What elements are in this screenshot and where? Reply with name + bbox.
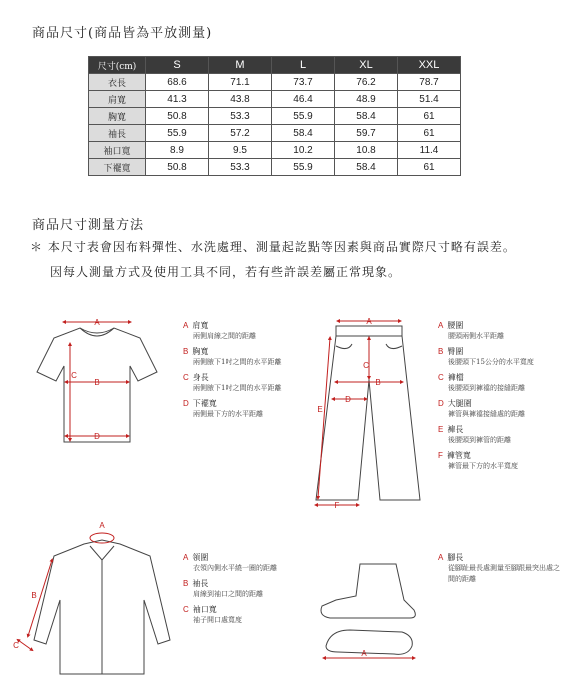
table-cell: 51.4 bbox=[398, 91, 461, 108]
table-cell: 48.9 bbox=[335, 91, 398, 108]
table-cell: 41.3 bbox=[146, 91, 209, 108]
table-cell: 9.5 bbox=[209, 142, 272, 159]
header-cell: XXL bbox=[398, 57, 461, 74]
table-cell: 11.4 bbox=[398, 142, 461, 159]
table-cell: 50.8 bbox=[146, 159, 209, 176]
size-title: 商品尺寸(商品皆為平放測量) bbox=[32, 26, 213, 41]
shirt-legend bbox=[183, 552, 313, 630]
table-row bbox=[89, 125, 461, 142]
header-cell: M bbox=[209, 57, 272, 74]
table-cell: 55.9 bbox=[272, 108, 335, 125]
legend-item: B 袖長 肩線到袖口之間的距離 bbox=[183, 579, 263, 598]
legend-item: C 身長 兩側腋下1吋之間的水平距離 bbox=[183, 373, 282, 392]
row-label: 肩寬 bbox=[89, 91, 146, 108]
row-label: 袖口寬 bbox=[89, 142, 146, 159]
legend-item: A 領圍 衣領內側水平繞一圈的距離 bbox=[183, 553, 277, 572]
shirt-label-c: C bbox=[13, 641, 19, 650]
table-cell: 53.3 bbox=[209, 108, 272, 125]
header-cell: 尺寸(cm) bbox=[89, 57, 146, 74]
row-label: 袖長 bbox=[89, 125, 146, 142]
header-cell: L bbox=[272, 57, 335, 74]
legend-item: A 腰圍 腰頭兩側水平距離 bbox=[438, 321, 504, 340]
pants-label-c: C bbox=[363, 361, 369, 370]
table-cell: 73.7 bbox=[272, 74, 335, 91]
legend-item: B 胸寬 兩側腋下1吋之間的水平距離 bbox=[183, 347, 282, 366]
table-cell: 71.1 bbox=[209, 74, 272, 91]
row-label: 下襬寬 bbox=[89, 159, 146, 176]
pants-label-f: F bbox=[334, 501, 340, 510]
table-row bbox=[89, 91, 461, 108]
legend-item: B 臀圍 後腰頭下15公分的水平寬度 bbox=[438, 347, 534, 366]
table-cell: 43.8 bbox=[209, 91, 272, 108]
table-cell: 10.2 bbox=[272, 142, 335, 159]
tshirt-label-c: C bbox=[71, 371, 77, 380]
tshirt-label-d: D bbox=[94, 432, 100, 441]
table-cell: 61 bbox=[398, 159, 461, 176]
table-cell: 53.3 bbox=[209, 159, 272, 176]
note-line-1: ＊ 本尺寸表會因布料彈性、水洗處理、測量起訖點等因素與商品實際尺寸略有誤差。 bbox=[30, 240, 516, 254]
foot-label-a: A bbox=[361, 649, 367, 658]
table-cell: 10.8 bbox=[335, 142, 398, 159]
pants-legend bbox=[438, 320, 568, 476]
legend-item: C 褲檔 後腰頭到褲襠的接縫距離 bbox=[438, 373, 525, 392]
table-cell: 55.9 bbox=[146, 125, 209, 142]
table-cell: 50.8 bbox=[146, 108, 209, 125]
shirt-diagram bbox=[34, 540, 170, 674]
row-label: 胸寬 bbox=[89, 108, 146, 125]
legend-item: E 褲長 後腰頭到褲管的距離 bbox=[438, 425, 511, 444]
size-table bbox=[88, 56, 461, 176]
table-cell: 8.9 bbox=[146, 142, 209, 159]
legend-item: A 肩寬 兩側肩線之間的距離 bbox=[183, 321, 256, 340]
table-cell: 58.4 bbox=[335, 159, 398, 176]
pants-label-e: E bbox=[317, 405, 323, 414]
shirt-label-a: A bbox=[99, 521, 105, 530]
table-cell: 68.6 bbox=[146, 74, 209, 91]
table-cell: 55.9 bbox=[272, 159, 335, 176]
table-cell: 76.2 bbox=[335, 74, 398, 91]
table-cell: 58.4 bbox=[272, 125, 335, 142]
pants-diagram bbox=[316, 326, 420, 500]
table-cell: 58.4 bbox=[335, 108, 398, 125]
table-row bbox=[89, 142, 461, 159]
header-cell: S bbox=[146, 57, 209, 74]
table-cell: 59.7 bbox=[335, 125, 398, 142]
table-row bbox=[89, 159, 461, 176]
legend-item: F 褲管寬 褲管最下方的水平寬度 bbox=[438, 451, 518, 470]
pants-label-b: B bbox=[375, 378, 381, 387]
legend-item: C 袖口寬 袖子開口處寬度 bbox=[183, 605, 242, 624]
row-label: 衣長 bbox=[89, 74, 146, 91]
tshirt-diagram bbox=[37, 328, 157, 442]
pants-label-d: D bbox=[345, 395, 351, 404]
size-table-header bbox=[89, 57, 461, 74]
legend-item: A 腳長 從腳趾最長處測量至腳跟最突出處之間的距離 bbox=[438, 553, 560, 583]
table-cell: 61 bbox=[398, 125, 461, 142]
table-cell: 57.2 bbox=[209, 125, 272, 142]
tshirt-label-a: A bbox=[94, 318, 100, 327]
foot-diagram bbox=[321, 564, 415, 654]
table-row bbox=[89, 74, 461, 91]
table-cell: 61 bbox=[398, 108, 461, 125]
shirt-label-b: B bbox=[31, 591, 37, 600]
legend-item: D 大腿圍 褲管與褲襠接縫處的距離 bbox=[438, 399, 525, 418]
header-cell: XL bbox=[335, 57, 398, 74]
table-row bbox=[89, 108, 461, 125]
method-title: 商品尺寸測量方法 bbox=[32, 218, 145, 233]
foot-legend bbox=[438, 552, 564, 589]
note-line-2: 因每人測量方式及使用工具不同，若有些許誤差屬正常現象。 bbox=[50, 265, 402, 279]
tshirt-label-b: B bbox=[94, 378, 100, 387]
tshirt-legend bbox=[183, 320, 313, 424]
table-cell: 46.4 bbox=[272, 91, 335, 108]
legend-item: D 下襬寬 兩側最下方的水平距離 bbox=[183, 399, 263, 418]
table-cell: 78.7 bbox=[398, 74, 461, 91]
pants-label-a: A bbox=[366, 317, 372, 326]
